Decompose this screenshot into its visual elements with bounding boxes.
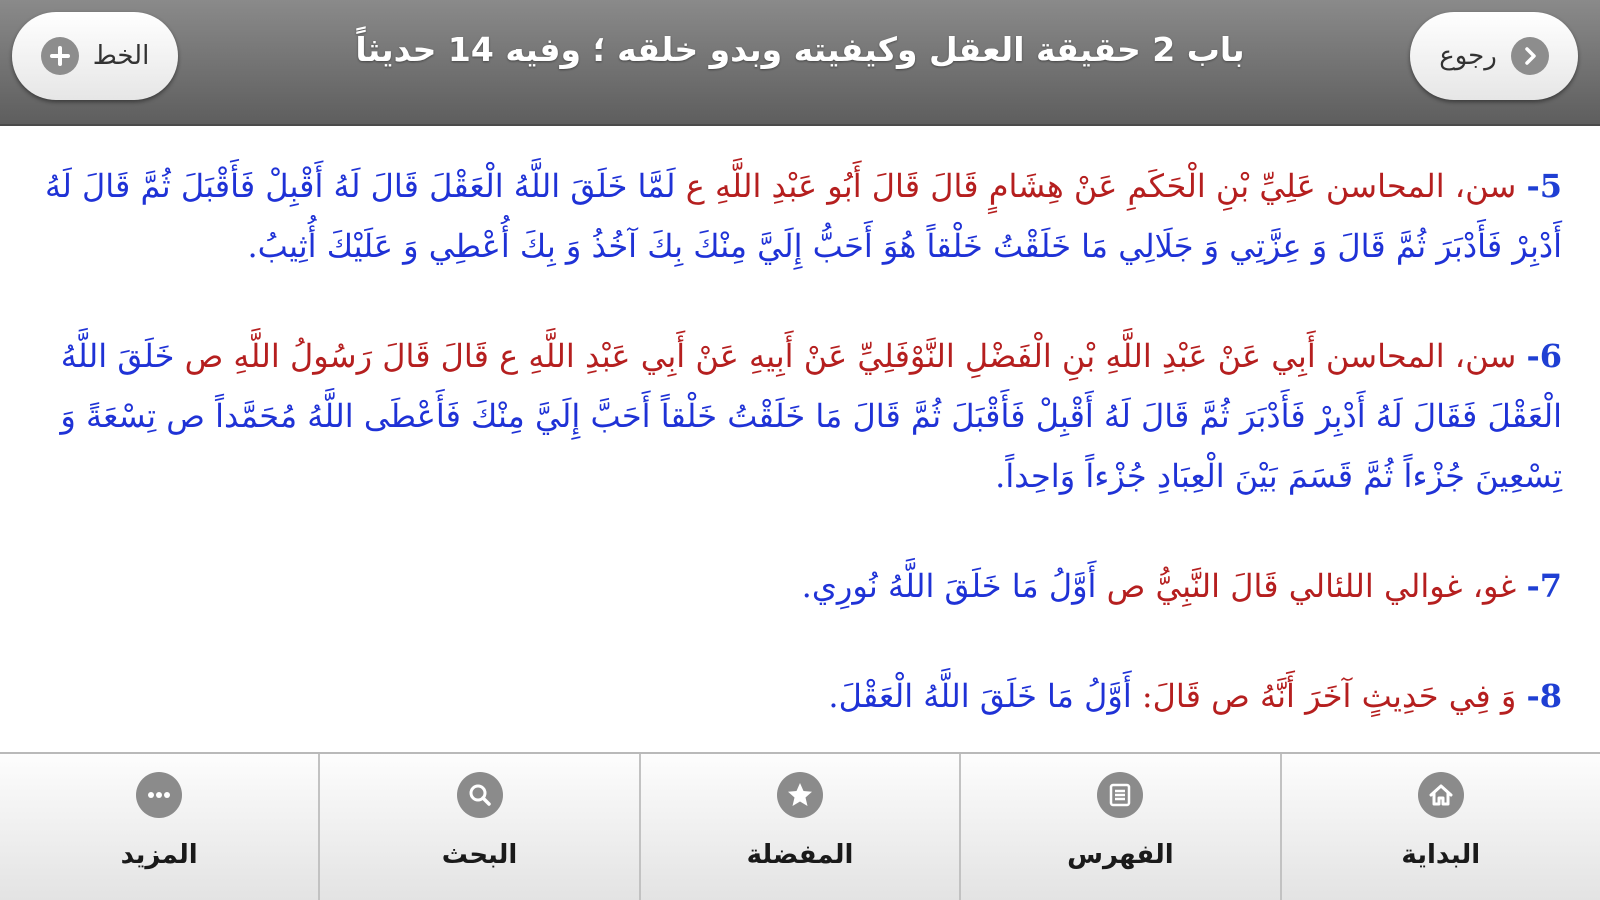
hadith-item bbox=[38, 556, 1562, 616]
tab-favorites-label: المفضلة bbox=[746, 840, 854, 870]
hadith-number: 5- bbox=[1526, 167, 1562, 205]
back-button[interactable] bbox=[1410, 12, 1578, 100]
tab-home-label: البداية bbox=[1401, 840, 1481, 870]
tab-favorites[interactable] bbox=[639, 754, 959, 900]
hadith-chain: سن، المحاسن عَلِيِّ بْنِ الْحَكَمِ عَنْ هِشَامٍ قَالَ قَالَ أَبُو عَبْدِ اللَّهِ ع bbox=[675, 167, 1527, 205]
font-button-label: الخط bbox=[92, 41, 150, 71]
chevron-right-icon bbox=[1511, 37, 1549, 75]
hadith-number: 6- bbox=[1526, 337, 1562, 375]
hadith-number: 7- bbox=[1526, 567, 1562, 605]
star-icon bbox=[777, 772, 823, 818]
hadith-text: خَلَقَ اللَّهُ الْعَقْلَ فَقَالَ لَهُ أَدْبِرْ فَأَدْبَرَ ثُمَّ قَالَ لَهُ أَقْبِلْ فَأَقْبَلَ ثُمَّ قَالَ مَا خَلَقْتُ خَلْقاً أَحَبَّ إِلَيَّ مِنْكَ فَأَعْطَى اللَّهُ مُحَمَّداً ص تِسْعَةً وَ تِسْعِينَ جُزْءاً ثُمَّ قَسَمَ بَيْنَ الْعِبَادِ جُزْءاً وَاحِداً. bbox=[60, 337, 1562, 495]
page-title: باب 2 حقيقة العقل وكيفيته وبدو خلقه ؛ وفيه 14 حديثاً bbox=[355, 30, 1245, 69]
back-button-label: رجوع bbox=[1439, 41, 1497, 71]
more-icon bbox=[136, 772, 182, 818]
index-icon bbox=[1097, 772, 1143, 818]
hadith-chain: وَ فِي حَدِيثٍ آخَرَ أَنَّهُ ص قَالَ: bbox=[1131, 677, 1527, 715]
hadith-content[interactable] bbox=[0, 126, 1600, 754]
top-bar bbox=[0, 0, 1600, 126]
hadith-number: 8- bbox=[1526, 677, 1562, 715]
tab-index[interactable] bbox=[959, 754, 1279, 900]
tab-home[interactable] bbox=[1280, 754, 1600, 900]
hadith-text: أَوَّلُ مَا خَلَقَ اللَّهُ الْعَقْلَ. bbox=[828, 677, 1132, 715]
search-icon bbox=[457, 772, 503, 818]
home-icon bbox=[1418, 772, 1464, 818]
hadith-item bbox=[38, 326, 1562, 506]
hadith-item bbox=[38, 156, 1562, 276]
tab-search-label: البحث bbox=[441, 840, 518, 870]
hadith-text: أَوَّلُ مَا خَلَقَ اللَّهُ نُورِي. bbox=[801, 567, 1097, 605]
tab-search[interactable] bbox=[318, 754, 638, 900]
tab-more[interactable] bbox=[0, 754, 318, 900]
plus-icon bbox=[41, 37, 79, 75]
tab-more-label: المزيد bbox=[120, 840, 198, 870]
hadith-chain: سن، المحاسن أَبِي عَنْ عَبْدِ اللَّهِ بْنِ الْفَضْلِ النَّوْفَلِيِّ عَنْ أَبِيهِ عَنْ أَبِي عَبْدِ اللَّهِ ع قَالَ قَالَ رَسُولُ اللَّهِ ص bbox=[174, 337, 1527, 375]
font-button[interactable] bbox=[12, 12, 178, 100]
bottom-tab-bar bbox=[0, 752, 1600, 900]
tab-index-label: الفهرس bbox=[1067, 840, 1174, 870]
hadith-text: لَمَّا خَلَقَ اللَّهُ الْعَقْلَ قَالَ لَهُ أَقْبِلْ فَأَقْبَلَ ثُمَّ قَالَ لَهُ أَدْبِرْ فَأَدْبَرَ ثُمَّ قَالَ وَ عِزَّتِي وَ جَلَالِي مَا خَلَقْتُ خَلْقاً هُوَ أَحَبُّ إِلَيَّ مِنْكَ بِكَ آخُذُ وَ بِكَ أُعْطِي وَ عَلَيْكَ أُثِيبُ. bbox=[44, 167, 1562, 265]
hadith-chain: غو، غوالي اللئالي قَالَ النَّبِيُّ ص bbox=[1096, 567, 1527, 605]
hadith-item bbox=[38, 666, 1562, 726]
